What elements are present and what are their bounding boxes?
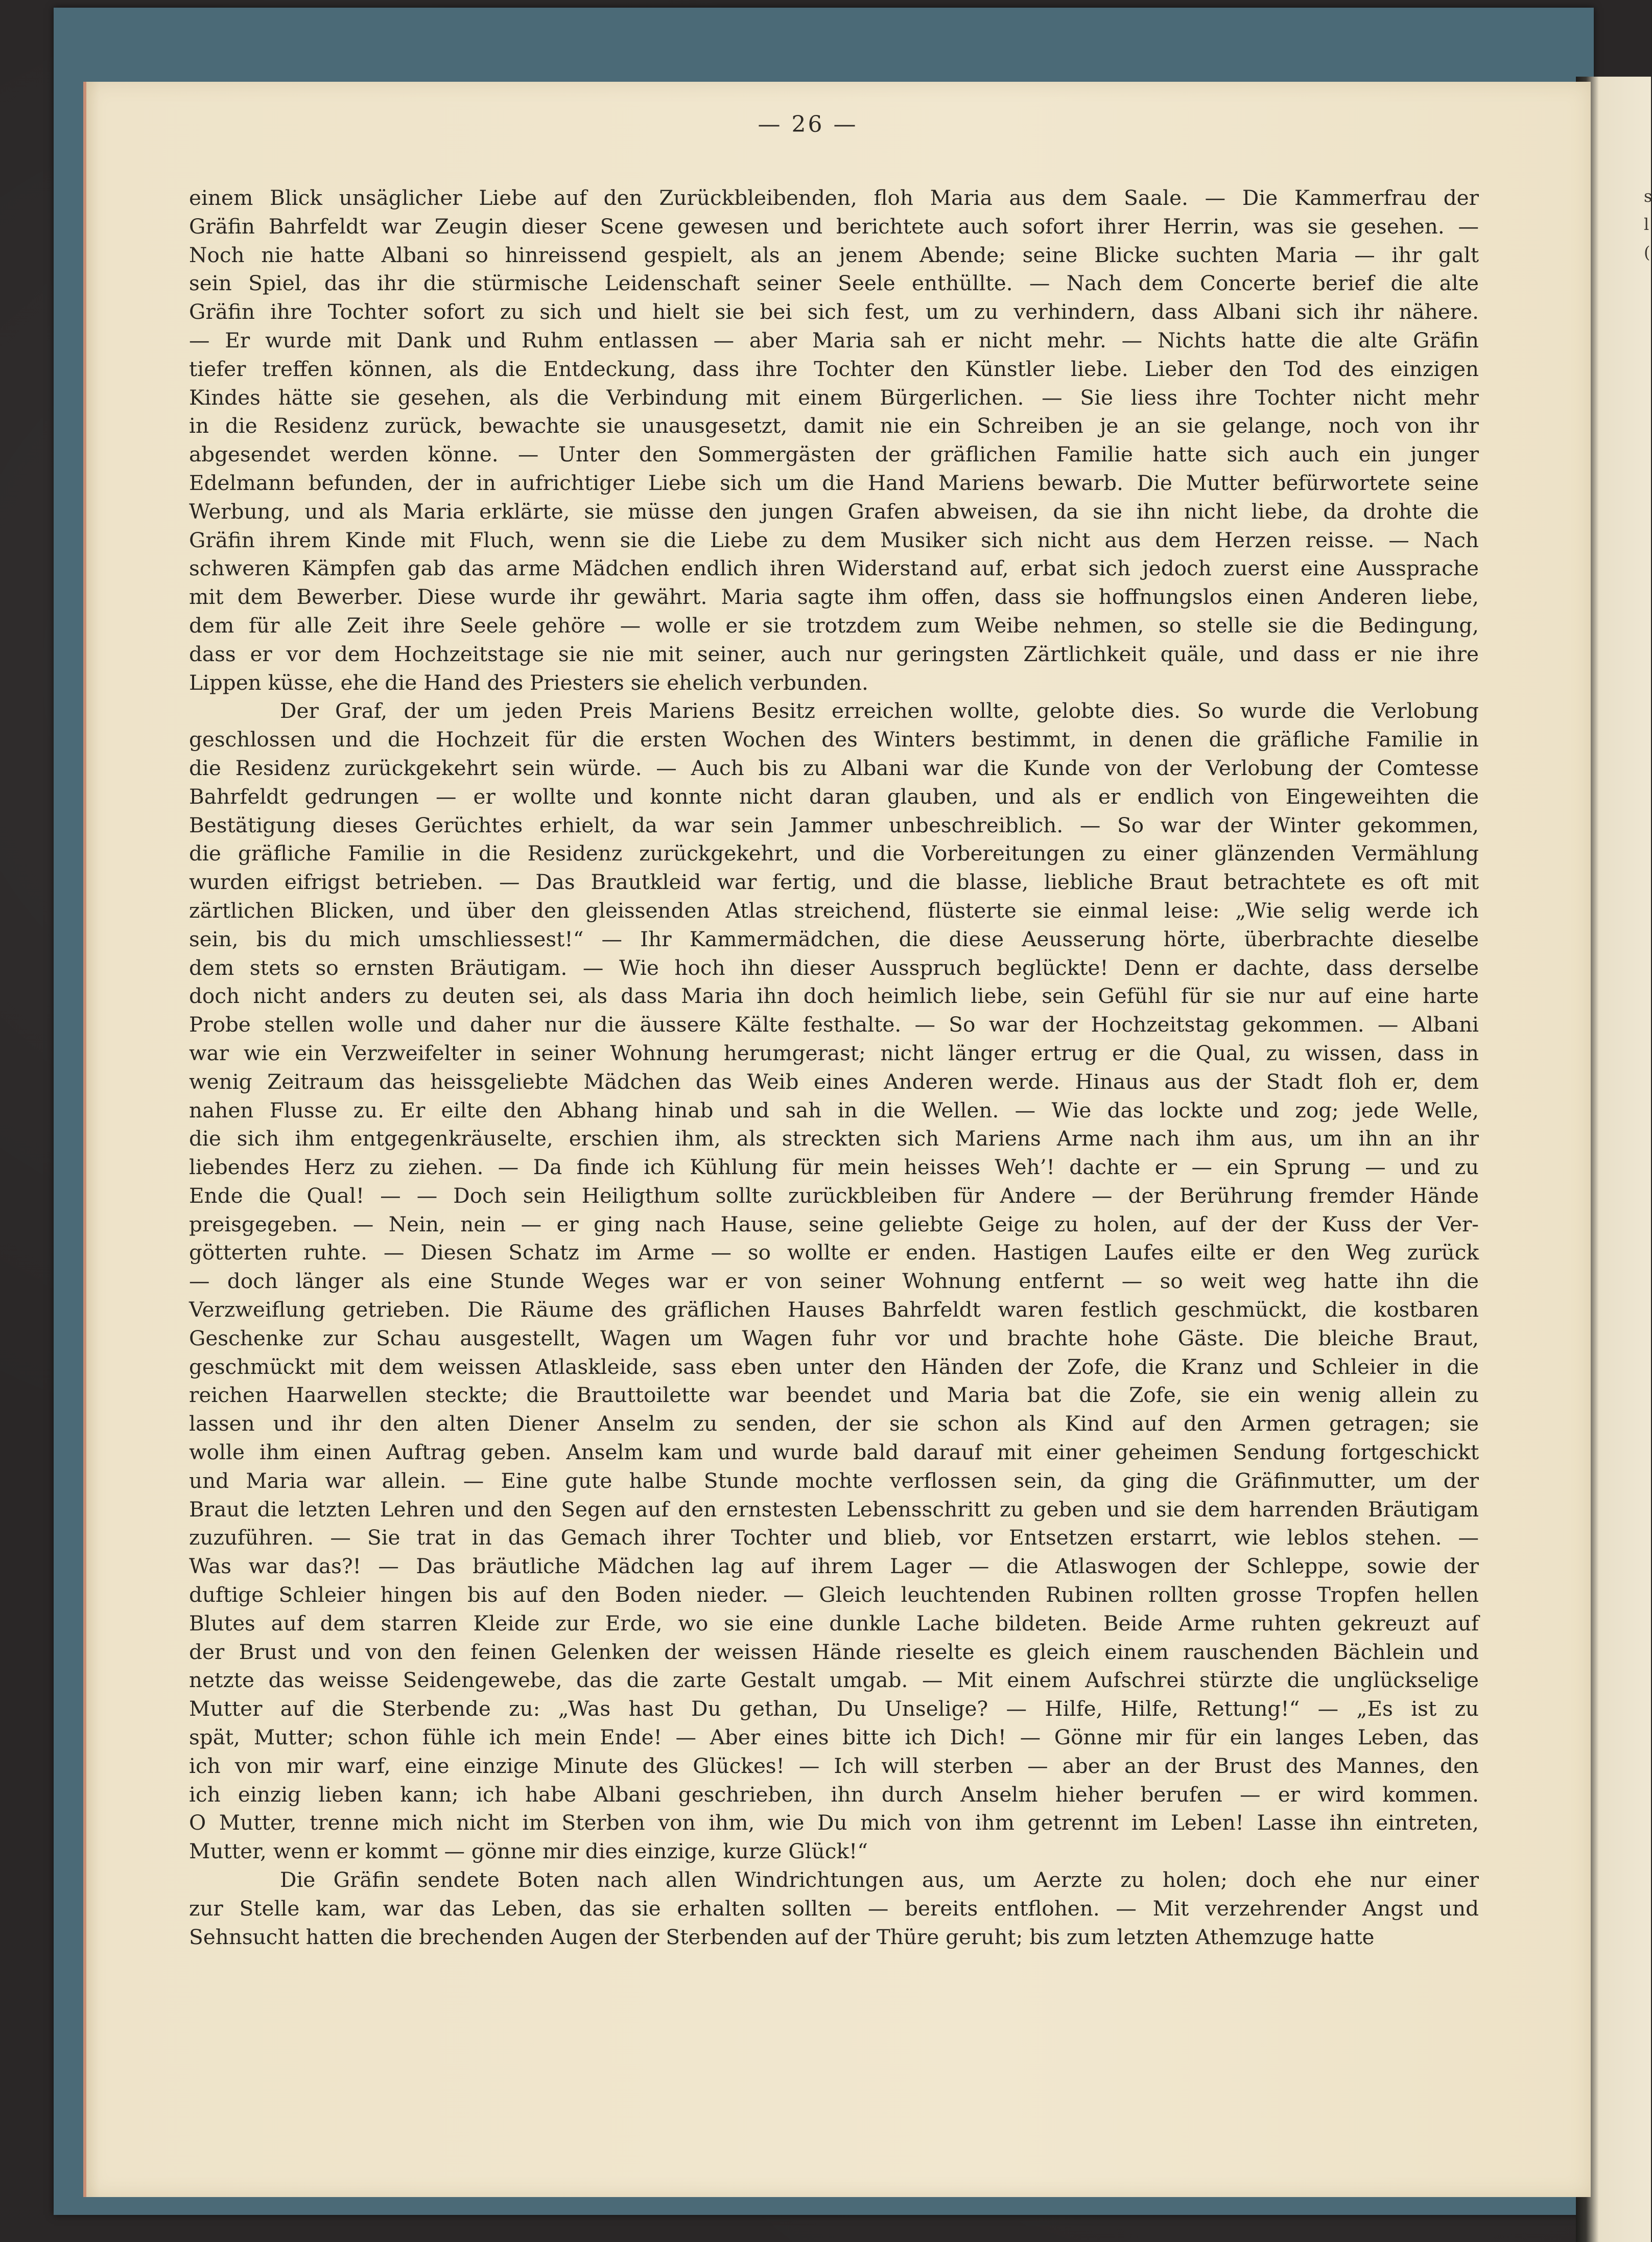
text-line: dem stets so ernsten Bräutigam. — Wie hoch ihn dieser Ausspruch beglückte! Denn er dachte, dass derselbe [189, 955, 1479, 980]
text-line: netzte das weisse Seidengewebe, das die zarte Gestalt umgab. — Mit einem Aufschrei stürzte die unglückselige [189, 1668, 1479, 1693]
text-line: der Brust und von den feinen Gelenken der weissen Hände rieselte es gleich einem rauschenden Bächlein und [189, 1639, 1479, 1664]
text-line: abgesendet werden könne. — Unter den Sommergästen der gräflichen Familie hatte sich auch ein junger [189, 442, 1479, 467]
text-line: zärtlichen Blicken, und über den gleissenden Atlas streichend, flüsterte sie einmal leise: „Wie selig werde ich [189, 898, 1479, 923]
text-line: Noch nie hatte Albani so hinreissend gespielt, als an jenem Abende; seine Blicke suchten Maria — ihr galt [189, 242, 1479, 267]
text-line: tiefer treffen können, als die Entdeckung, dass ihre Tochter den Künstler liebe. Lieber den Tod des einzigen [189, 356, 1479, 381]
text-line: Blutes auf dem starren Kleide zur Erde, wo sie eine dunkle Lache bildeten. Beide Arme ruhten gekreuzt auf [189, 1610, 1479, 1636]
text-line: Bahrfeldt gedrungen — er wollte und konnte nicht daran glauben, und als er endlich von Eingeweihten die [189, 784, 1479, 809]
text-line: preisgegeben. — Nein, nein — er ging nach Hause, seine geliebte Geige zu holen, auf der der Kuss der Ver- [189, 1211, 1479, 1236]
text-line: doch nicht anders zu deuten sei, als dass Maria ihn doch heimlich liebe, sein Gefühl für sie nur auf eine harte [189, 984, 1479, 1009]
text-line: Gräfin ihrem Kinde mit Fluch, wenn sie die Liebe zu dem Musiker sich nicht aus dem Herzen reisse. — Nach [189, 527, 1479, 552]
text-line: Edelmann befunden, der in aufrichtiger Liebe sich um die Hand Mariens bewarb. Die Mutter befürwortete seine [189, 470, 1479, 495]
text-line: Die Gräfin sendete Boten nach allen Windrichtungen aus, um Aerzte zu holen; doch ehe nur einer [280, 1867, 1479, 1893]
text-line: ich von mir warf, eine einzige Minute des Glückes! — Ich will sterben — aber an der Brust des Mannes, den [189, 1753, 1479, 1778]
text-line: einem Blick unsäglicher Liebe auf den Zurückbleibenden, floh Maria aus dem Saale. — Die Kammerfrau der [189, 185, 1479, 210]
text-line: O Mutter, trenne mich nicht im Sterben von ihm, wie Du mich von ihm getrennt im Leben! Lasse ihn eintreten, [189, 1810, 1479, 1835]
text-line: — Er wurde mit Dank und Ruhm entlassen — aber Maria sah er nicht mehr. — Nichts hatte die alte Gräfin [189, 328, 1479, 353]
text-line: Geschenke zur Schau ausgestellt, Wagen um Wagen fuhr vor und brachte hohe Gäste. Die bleiche Braut, [189, 1325, 1479, 1350]
text-line: wolle ihm einen Auftrag geben. Anselm kam und wurde bald darauf mit einer geheimen Sendung fortgeschickt [189, 1440, 1479, 1465]
text-line: mit dem Bewerber. Diese wurde ihr gewährt. Maria sagte ihm offen, dass sie hoffnungslos einen Anderen liebe, [189, 585, 1479, 610]
text-line: sein, bis du mich umschliessest!“ — Ihr Kammermädchen, die diese Aeusserung hörte, überbrachte dieselbe [189, 926, 1479, 951]
text-line: nahen Flusse zu. Er eilte den Abhang hinab und sah in die Wellen. — Wie das lockte und zog; jede Welle, [189, 1097, 1479, 1123]
text-line: spät, Mutter; schon fühle ich mein Ende! — Aber eines bitte ich Dich! — Gönne mir für ein langes Leben, das [189, 1725, 1479, 1750]
text-line: liebendes Herz zu ziehen. — Da finde ich Kühlung für mein heisses Weh’! dachte er — ein Sprung — und zu [189, 1155, 1479, 1180]
text-line: Werbung, und als Maria erklärte, sie müsse den jungen Grafen abweisen, da sie ihn nicht liebe, da drohte die [189, 499, 1479, 524]
text-line: schweren Kämpfen gab das arme Mädchen endlich ihren Widerstand auf, erbat sich jedoch zuerst eine Aussprache [189, 556, 1479, 581]
text-line: zur Stelle kam, war das Leben, das sie erhalten sollten — bereits entflohen. — Mit verzehrender Angst und [189, 1896, 1479, 1921]
paragraph [189, 184, 1479, 697]
text-line: lassen und ihr den alten Diener Anselm zu senden, der sie schon als Kind auf den Armen getragen; sie [189, 1411, 1479, 1436]
page-body-text [189, 184, 1479, 1951]
text-line: Probe stellen wolle und daher nur die äussere Kälte festhalte. — So war der Hochzeitstag gekommen. — Albani [189, 1012, 1479, 1037]
text-line: wenig Zeitraum das heissgeliebte Mädchen das Weib eines Anderen werde. Hinaus aus der Stadt floh er, dem [189, 1069, 1479, 1094]
text-line: wurden eifrigst betrieben. — Das Brautkleid war fertig, und die blasse, liebliche Braut betrachtete es oft mit [189, 870, 1479, 895]
text-line: zuzuführen. — Sie trat in das Gemach ihrer Tochter und blieb, vor Entsetzen erstarrt, wie leblos stehen. — [189, 1525, 1479, 1550]
text-line: die gräfliche Familie in die Residenz zurückgekehrt, und die Vorbereitungen zu einer glänzenden Vermählung [189, 841, 1479, 866]
text-line: Gräfin Bahrfeldt war Zeugin dieser Scene gewesen und berichtete auch sofort ihrer Herrin, was sie gesehen. — [189, 214, 1479, 239]
text-line: die Residenz zurückgekehrt sein würde. — Auch bis zu Albani war die Kunde von der Verlobung der Comtesse [189, 755, 1479, 780]
text-line: dass er vor dem Hochzeitstage sie nie mit seiner, auch nur geringsten Zärtlichkeit quäle, und dass er nie ihre [189, 641, 1479, 666]
text-line: duftige Schleier hingen bis auf den Boden nieder. — Gleich leuchtenden Rubinen rollten grosse Tropfen hellen [189, 1582, 1479, 1607]
text-line: Braut die letzten Lehren und den Segen auf den ernstesten Lebensschritt zu geben und sie dem harrenden Bräutigam [189, 1497, 1479, 1522]
text-line: Sehnsucht hatten die brechenden Augen der Sterbenden auf der Thüre geruht; bis zum letzten Athemzuge hatte [189, 1924, 1375, 1949]
text-line: und Maria war allein. — Eine gute halbe Stunde mochte verflossen sein, da ging die Gräfinmutter, um der [189, 1468, 1479, 1493]
text-line: Ende die Qual! — — Doch sein Heiligthum sollte zurückbleiben für Andere — der Berührung fremder Hände [189, 1183, 1479, 1208]
text-line: Gräfin ihre Tochter sofort zu sich und hielt sie bei sich fest, um zu verhindern, dass Albani sich ihr nähere. [189, 299, 1479, 324]
text-line: geschmückt mit dem weissen Atlaskleide, sass eben unter den Händen der Zofe, die Kranz und Schleier in die [189, 1354, 1479, 1379]
text-line: Was war das?! — Das bräutliche Mädchen lag auf ihrem Lager — die Atlaswogen der Schleppe, sowie der [189, 1554, 1479, 1579]
text-line: Der Graf, der um jeden Preis Mariens Besitz erreichen wollte, gelobte dies. So wurde die Verlobung [280, 698, 1479, 723]
text-line: Mutter auf die Sterbende zu: „Was hast Du gethan, Du Unselige? — Hilfe, Hilfe, Rettung!“ — „Es ist zu [189, 1696, 1479, 1721]
page-number: — 26 — [758, 111, 858, 137]
text-line: Lippen küsse, ehe die Hand des Priesters sie ehelich verbunden. [189, 670, 868, 695]
text-line: götterten ruhte. — Diesen Schatz im Arme — so wollte er enden. Hastigen Laufes eilte er den Weg zurück [189, 1240, 1479, 1265]
paragraph [189, 1866, 1479, 1951]
text-line: reichen Haarwellen steckte; die Brauttoilette war beendet und Maria bat die Zofe, sie ein wenig allein zu [189, 1383, 1479, 1408]
text-line: Mutter, wenn er kommt — gönne mir dies einzige, kurze Glück!“ [189, 1839, 868, 1864]
text-line: die sich ihm entgegenkräuselte, erschien ihm, als streckten sich Mariens Arme nach ihm aus, um ihn an ihr [189, 1126, 1479, 1151]
text-line: Bestätigung dieses Gerüchtes erhielt, da war sein Jammer unbeschreiblich. — So war der Winter gekommen, [189, 812, 1479, 837]
text-line: — doch länger als eine Stunde Weges war er von seiner Wohnung entfernt — so weit weg hatte ihn die [189, 1269, 1479, 1294]
adjacent-page-mark: ( [1644, 243, 1650, 262]
text-line: Kindes hätte sie gesehen, als die Verbindung mit einem Bürgerlichen. — Sie liess ihre Tochter nicht mehr [189, 385, 1479, 410]
text-line: ich einzig lieben kann; ich habe Albani geschrieben, ihn durch Anselm hieher berufen — er wird kommen. [189, 1782, 1479, 1807]
text-line: sein Spiel, das ihr die stürmische Leidenschaft seiner Seele enthüllte. — Nach dem Concerte berief die alte [189, 271, 1479, 296]
adjacent-page-mark: s [1644, 186, 1652, 206]
text-line: war wie ein Verzweifelter in seiner Wohnung herumgerast; nicht länger ertrug er die Qual, zu wissen, dass in [189, 1040, 1479, 1065]
adjacent-page-mark: l [1644, 215, 1649, 234]
text-line: Verzweiflung getrieben. Die Räume des gräflichen Hauses Bahrfeldt waren festlich geschmückt, die kostbaren [189, 1297, 1479, 1322]
text-line: geschlossen und die Hochzeit für die ersten Wochen des Winters bestimmt, in denen die gräfliche Familie in [189, 727, 1479, 752]
text-line: dem für alle Zeit ihre Seele gehöre — wolle er sie trotzdem zum Weibe nehmen, so stelle sie die Bedingung, [189, 613, 1479, 638]
paragraph [189, 697, 1479, 1866]
text-line: in die Residenz zurück, bewachte sie unausgesetzt, damit nie ein Schreiben je an sie gelange, noch von ihr [189, 413, 1479, 438]
